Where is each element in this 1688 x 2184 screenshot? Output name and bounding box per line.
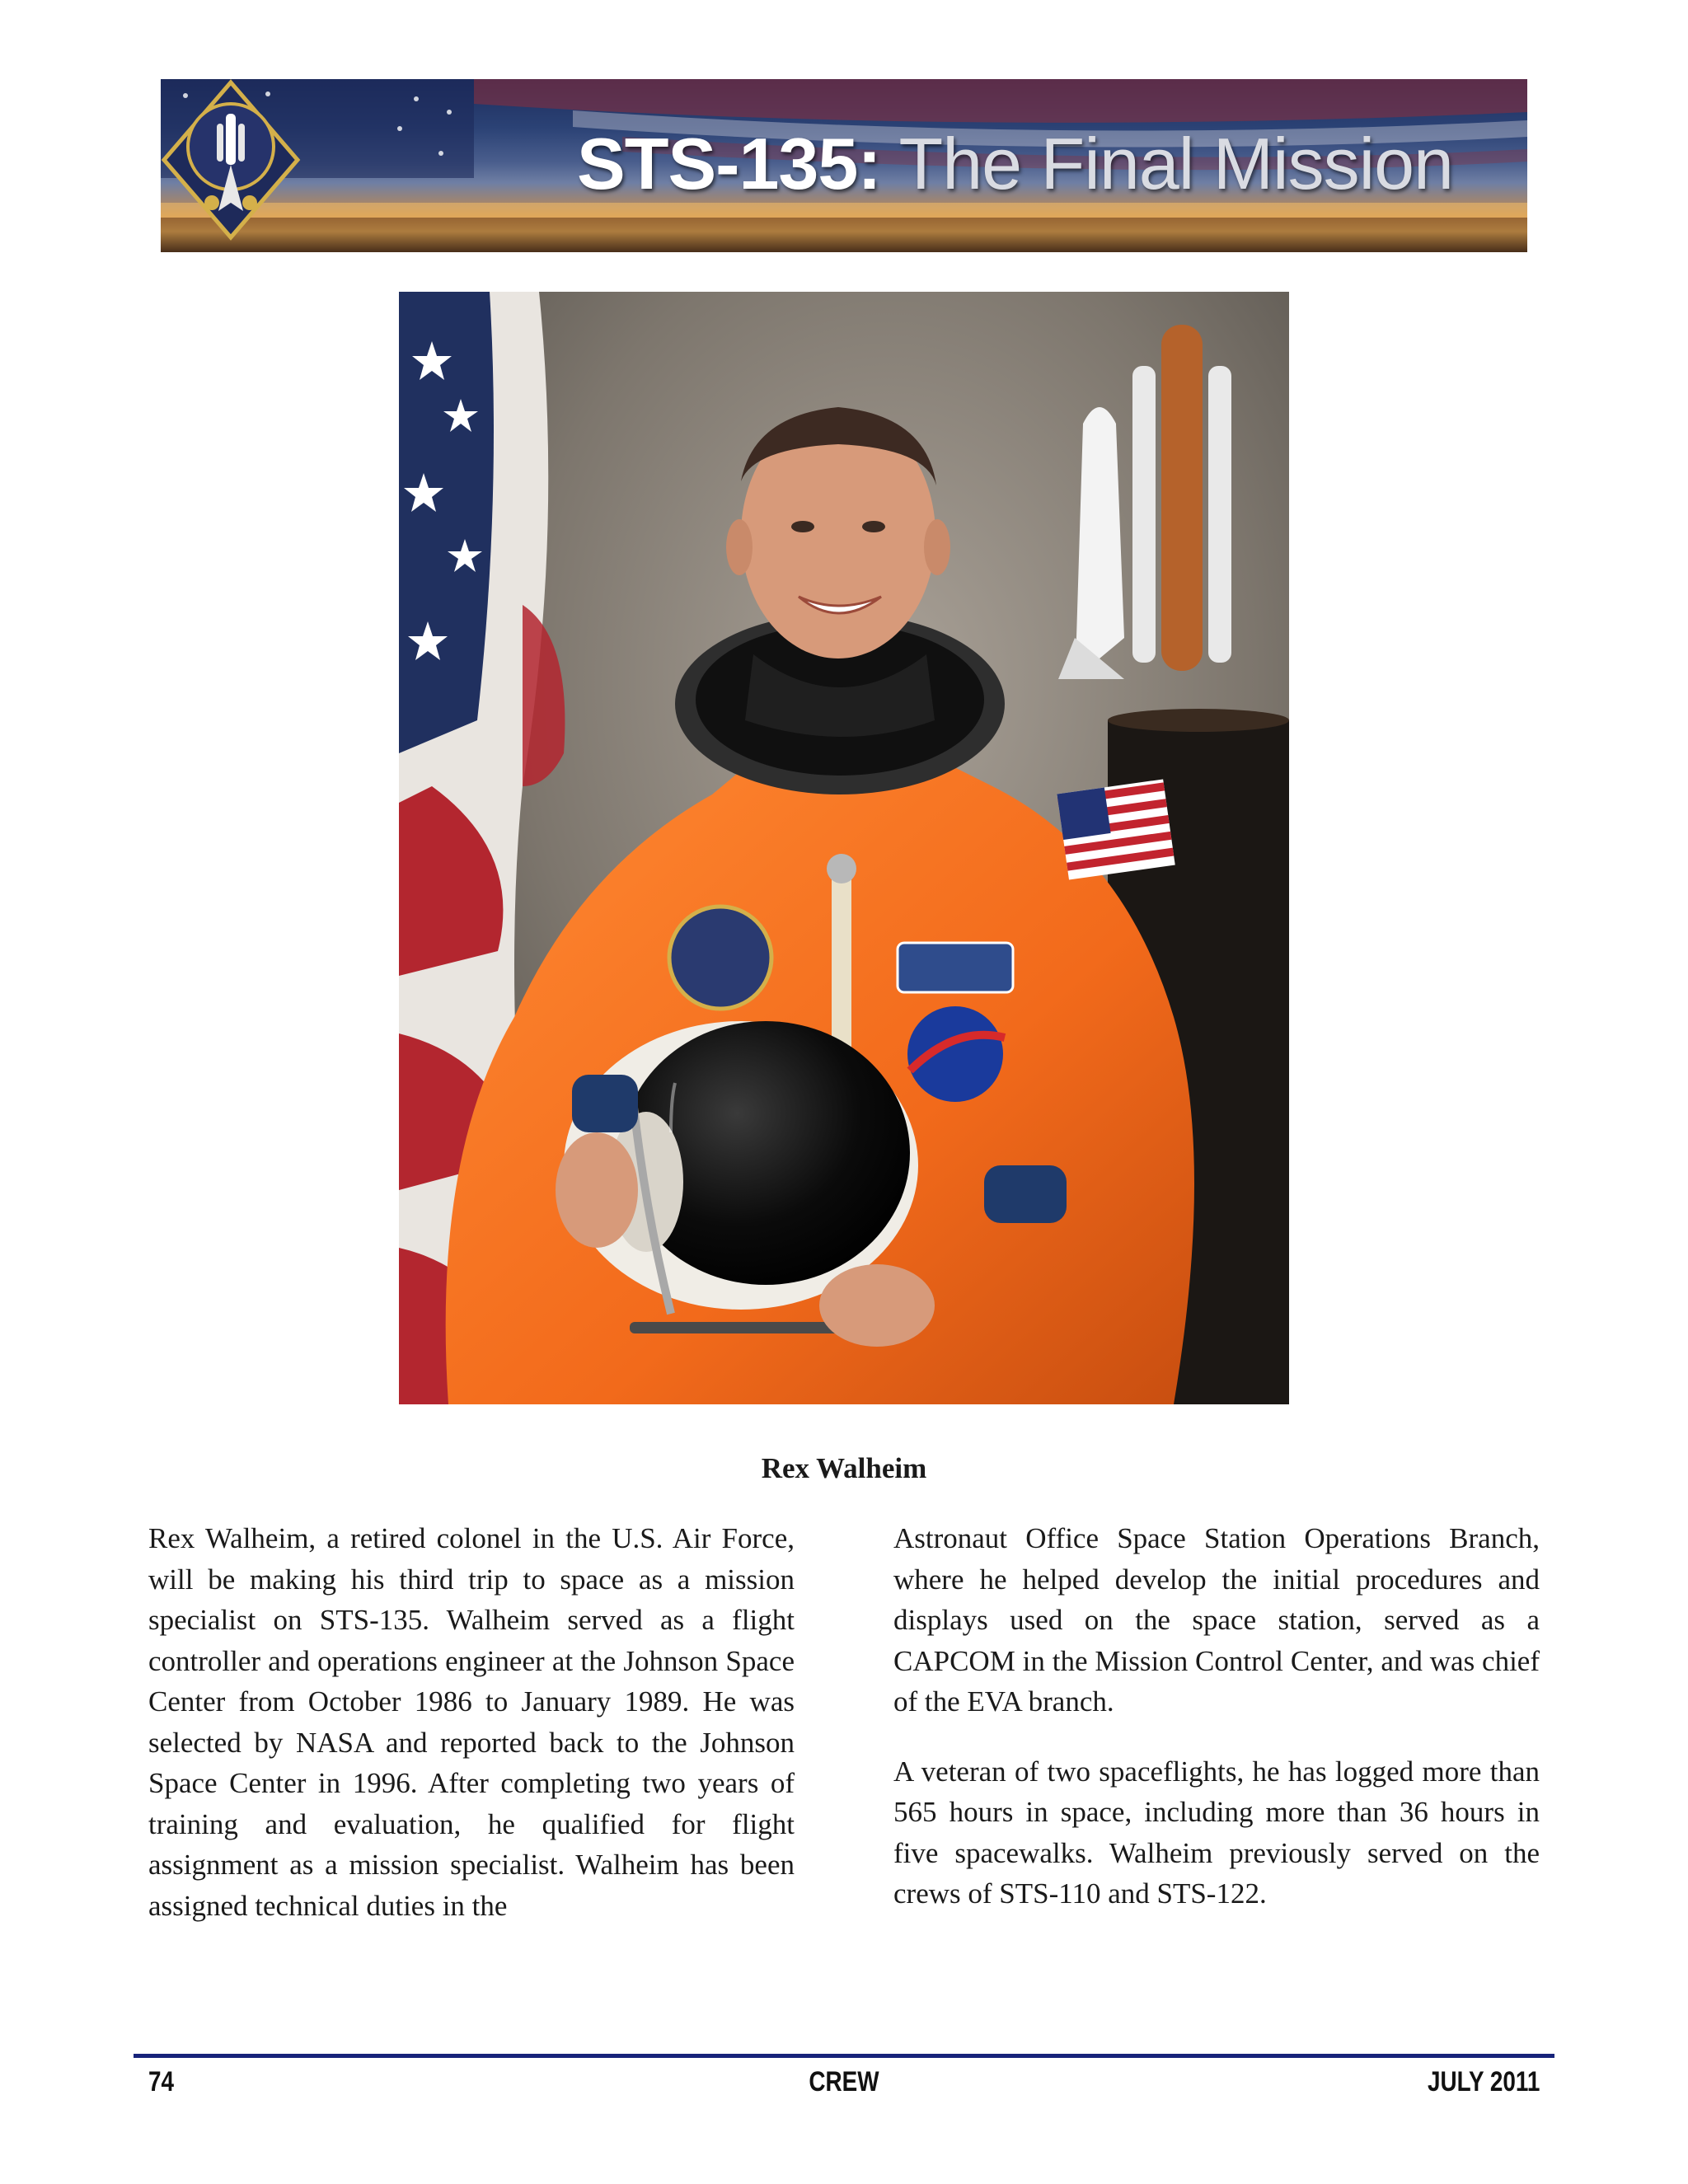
section-label: CREW xyxy=(809,2066,879,2097)
right-column xyxy=(893,1518,1540,1915)
biography-paragraph-2: Astronaut Office Space Station Operations Branch, where he helped develop the initial procedures and displays used on the space station, served as a CAPCOM in the Mission Control Center, and was chief of the EVA branch. xyxy=(893,1522,1540,1718)
flag-patch-icon xyxy=(1057,779,1175,879)
publication-date: JULY 2011 xyxy=(1427,2066,1540,2097)
sts-135-mission-patch-icon xyxy=(161,79,301,241)
portrait-illustration xyxy=(399,292,1289,1404)
mission-subtitle: The Final Mission xyxy=(880,123,1453,204)
page-number: 74 xyxy=(148,2066,175,2097)
biography-paragraph-3: A veteran of two spaceflights, he has logged more than 565 hours in space, including more than 36 hours in five spacewalks. Walheim previously served on the crews of STS-110 and STS-122. xyxy=(893,1755,1540,1910)
mission-code: STS-135: xyxy=(577,123,881,204)
photo-caption: Rex Walheim xyxy=(761,1452,927,1484)
biography-paragraph-1: Rex Walheim, a retired colonel in the U.S. Air Force, will be making his third trip to space as a mission specialist on STS-135. Walheim served as a flight controller and operations engineer at the Johnson Space Center from October 1986 to January 1989. He was selected by NASA and reported back to the Johnson Space Center in 1996. After completing two years of training and evaluation, he qualified for flight assignment as a mission specialist. Walheim has been assigned technical duties in the xyxy=(148,1522,795,1922)
left-column xyxy=(148,1518,795,1926)
nasa-logo-icon xyxy=(907,1006,1003,1102)
mission-patch-on-suit-icon xyxy=(669,907,771,1009)
mission-banner xyxy=(161,79,1527,252)
banner-title xyxy=(577,119,1453,209)
footer-rule xyxy=(134,2054,1554,2058)
astronaut-portrait-image xyxy=(399,292,1289,1404)
name-tag-patch xyxy=(898,943,1013,992)
